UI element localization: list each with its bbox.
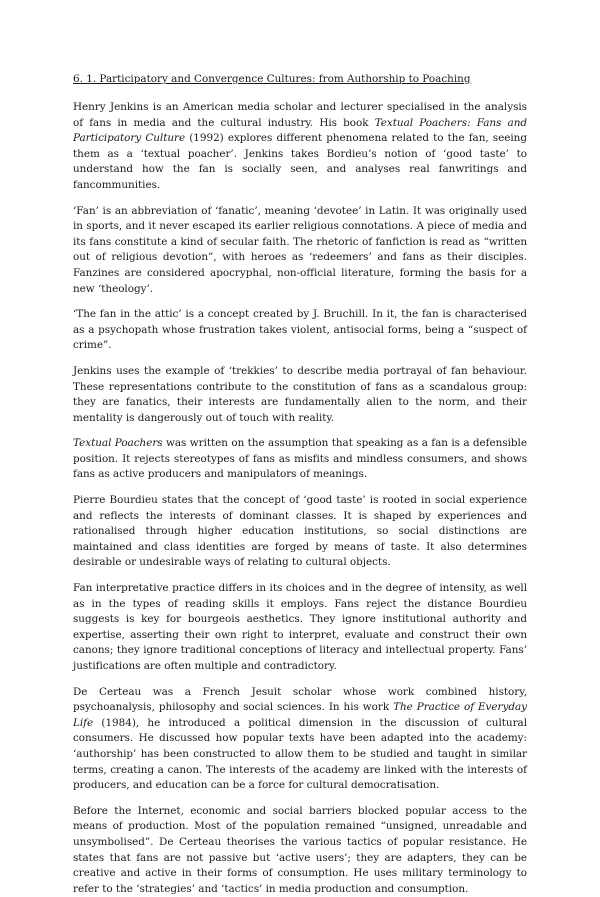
paragraph-trekkies: Jenkins uses the example of ‘trekkies’ to describe media portrayal of fan behaviour. These representations contribute to the constitution of fans as a scandalous group: they are fanatics, their interests are fundamentally alien to the norm, and their mentality is dangerously out of touch with reality.	[73, 364, 527, 424]
book-title-italic: Textual Poachers	[73, 437, 163, 450]
paragraph-fan-definition: ‘Fan’ is an abbreviation of ‘fanatic’, meaning ‘devotee’ in Latin. It was originally used in sports, and it never escaped its earlier religious connotations. A piece of media and its fans constitute a kind of secular faith. The rhetoric of fanfiction is read as “written out of religious devotion”, with heroes as ‘redeemers’ and fans as their disciples. Fanzines are considered apocryphal, non-official literature, forming the basis for a new ‘theology’.	[73, 204, 527, 295]
paragraph-text: (1992) explores different phenomena related to the fan, seeing them as a ‘textual poacher’. Jenkins takes Bordieu’s notion of ‘good taste’ to understand how the fan is socially seen, and analyses real fanwritings and fancommunities.	[73, 132, 527, 191]
paragraph-bourdieu: Pierre Bourdieu states that the concept of ‘good taste’ is rooted in social experience and reflects the interests of dominant classes. It is shaped by experiences and rationalised through higher education institutions, so social distinctions are maintained and class identities are forged by means of taste. It also determines desirable or undesirable ways of relating to cultural objects.	[73, 494, 527, 569]
paragraph-fan-interpretation: Fan interpretative practice differs in its choices and in the degree of intensity, as well as in the types of reading skills it employs. Fans reject the distance Bourdieu suggests is key for bourgeois aesthetics. They ignore institutional authority and expertise, asserting their own right to interpret, evaluate and construct their own canons; they ignore traditional conceptions of literacy and intellectual property. Fans’ justifications are often multiple and contradictory.	[73, 582, 527, 672]
book-title-italic: The Practice of Everyday Life	[73, 701, 527, 729]
paragraph-jenkins-intro	[73, 100, 527, 194]
paragraph-textual-poachers	[73, 436, 527, 483]
paragraph-text: (1984), he introduced a political dimension in the discussion of cultural consumers. He discussed how popular texts have been adapted into the academy: ‘authorship’ has been constructed to allow them to be studied and taught in similar terms, creating a canon. The interests of the academy are linked with the interests of producers, and education can be a force for cultural democratisation.	[73, 716, 527, 792]
paragraph-text: De Certeau was a French Jesuit scholar whose work combined history, psychoanalysis, philosophy and social sciences. In his work	[73, 685, 527, 714]
section-heading: 6. 1. Participatory and Convergence Cultures: from Authorship to Poaching	[73, 73, 471, 85]
paragraph-fan-in-attic: ‘The fan in the attic’ is a concept created by J. Bruchill. In it, the fan is characterised as a psychopath whose frustration takes violent, antisocial forms, being a “suspect of crime”.	[73, 308, 527, 352]
paragraph-before-internet: Before the Internet, economic and social barriers blocked popular access to the means of production. Most of the population remained “unsigned, unreadable and unsymbolised”. De Certeau theorises the various tactics of popular resistance. He states that fans are not passive but ‘active users’; they are adapters, they can be creative and active in their forms of consumption. He uses military terminology to refer to the ‘strategies’ and ‘tactics’ in media production and consumption.	[73, 804, 527, 895]
paragraph-text: Henry Jenkins is an American media scholar and lecturer specialised in the analysis of fans in media and the cultural industry. His book	[73, 101, 527, 129]
paragraph-text: was written on the assumption that speaking as a fan is a defensible position. It rejects stereotypes of fans as misfits and mindless consumers, and shows fans as active producers and manipulators of meanings.	[73, 437, 527, 481]
book-title-italic: Textual Poachers: Fans and Participatory Culture	[73, 116, 527, 145]
paragraph-de-certeau	[73, 685, 527, 794]
